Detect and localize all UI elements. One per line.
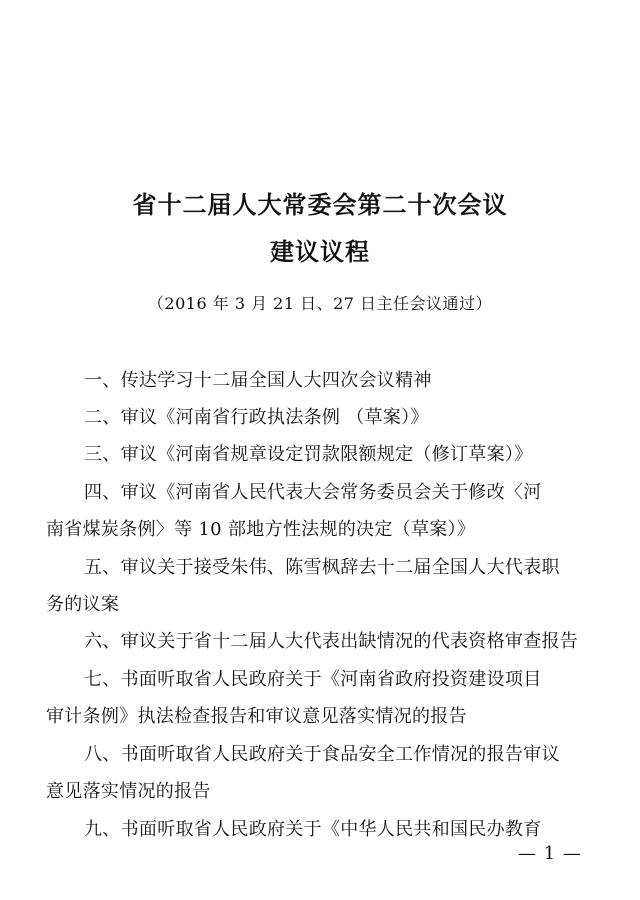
agenda-item-5-line-2: 务的议案 — [46, 594, 120, 615]
agenda-item-7-line-1: 七、书面听取省人民政府关于《河南省政府投资建设项目 — [84, 669, 542, 690]
agenda-item-4-line-1: 四、审议《河南省人民代表大会常务委员会关于修改〈河 — [84, 482, 542, 503]
agenda-item-7-line-2: 审计条例》执法检查报告和审议意见落实情况的报告 — [46, 706, 467, 727]
document-title-line-2: 建议议程 — [270, 237, 370, 266]
page-number: — 1 — — [518, 843, 582, 864]
agenda-item-4-line-2: 南省煤炭条例〉等 10 部地方性法规的决定（草案）》 — [46, 519, 476, 540]
agenda-item-1: 一、传达学习十二届全国人大四次会议精神 — [84, 370, 432, 391]
document-title-line-1: 省十二届人大常委会第二十次会议 — [132, 190, 508, 219]
agenda-item-5-line-1: 五、审议关于接受朱伟、陈雪枫辞去十二届全国人大代表职 — [84, 557, 560, 578]
agenda-item-8-line-2: 意见落实情况的报告 — [46, 781, 211, 802]
agenda-item-3: 三、审议《河南省规章设定罚款限额规定（修订草案）》 — [84, 444, 533, 465]
agenda-item-9-line-1: 九、书面听取省人民政府关于《中华人民共和国民办教育 — [84, 819, 542, 840]
agenda-item-8-line-1: 八、书面听取省人民政府关于食品安全工作情况的报告审议 — [84, 744, 560, 765]
agenda-item-2: 二、审议《河南省行政执法条例 （草案）》 — [84, 407, 429, 428]
agenda-item-6: 六、审议关于省十二届人大代表出缺情况的代表资格审查报告 — [84, 631, 579, 652]
document-subtitle: （2016 年 3 月 21 日、27 日主任会议通过） — [147, 294, 493, 313]
